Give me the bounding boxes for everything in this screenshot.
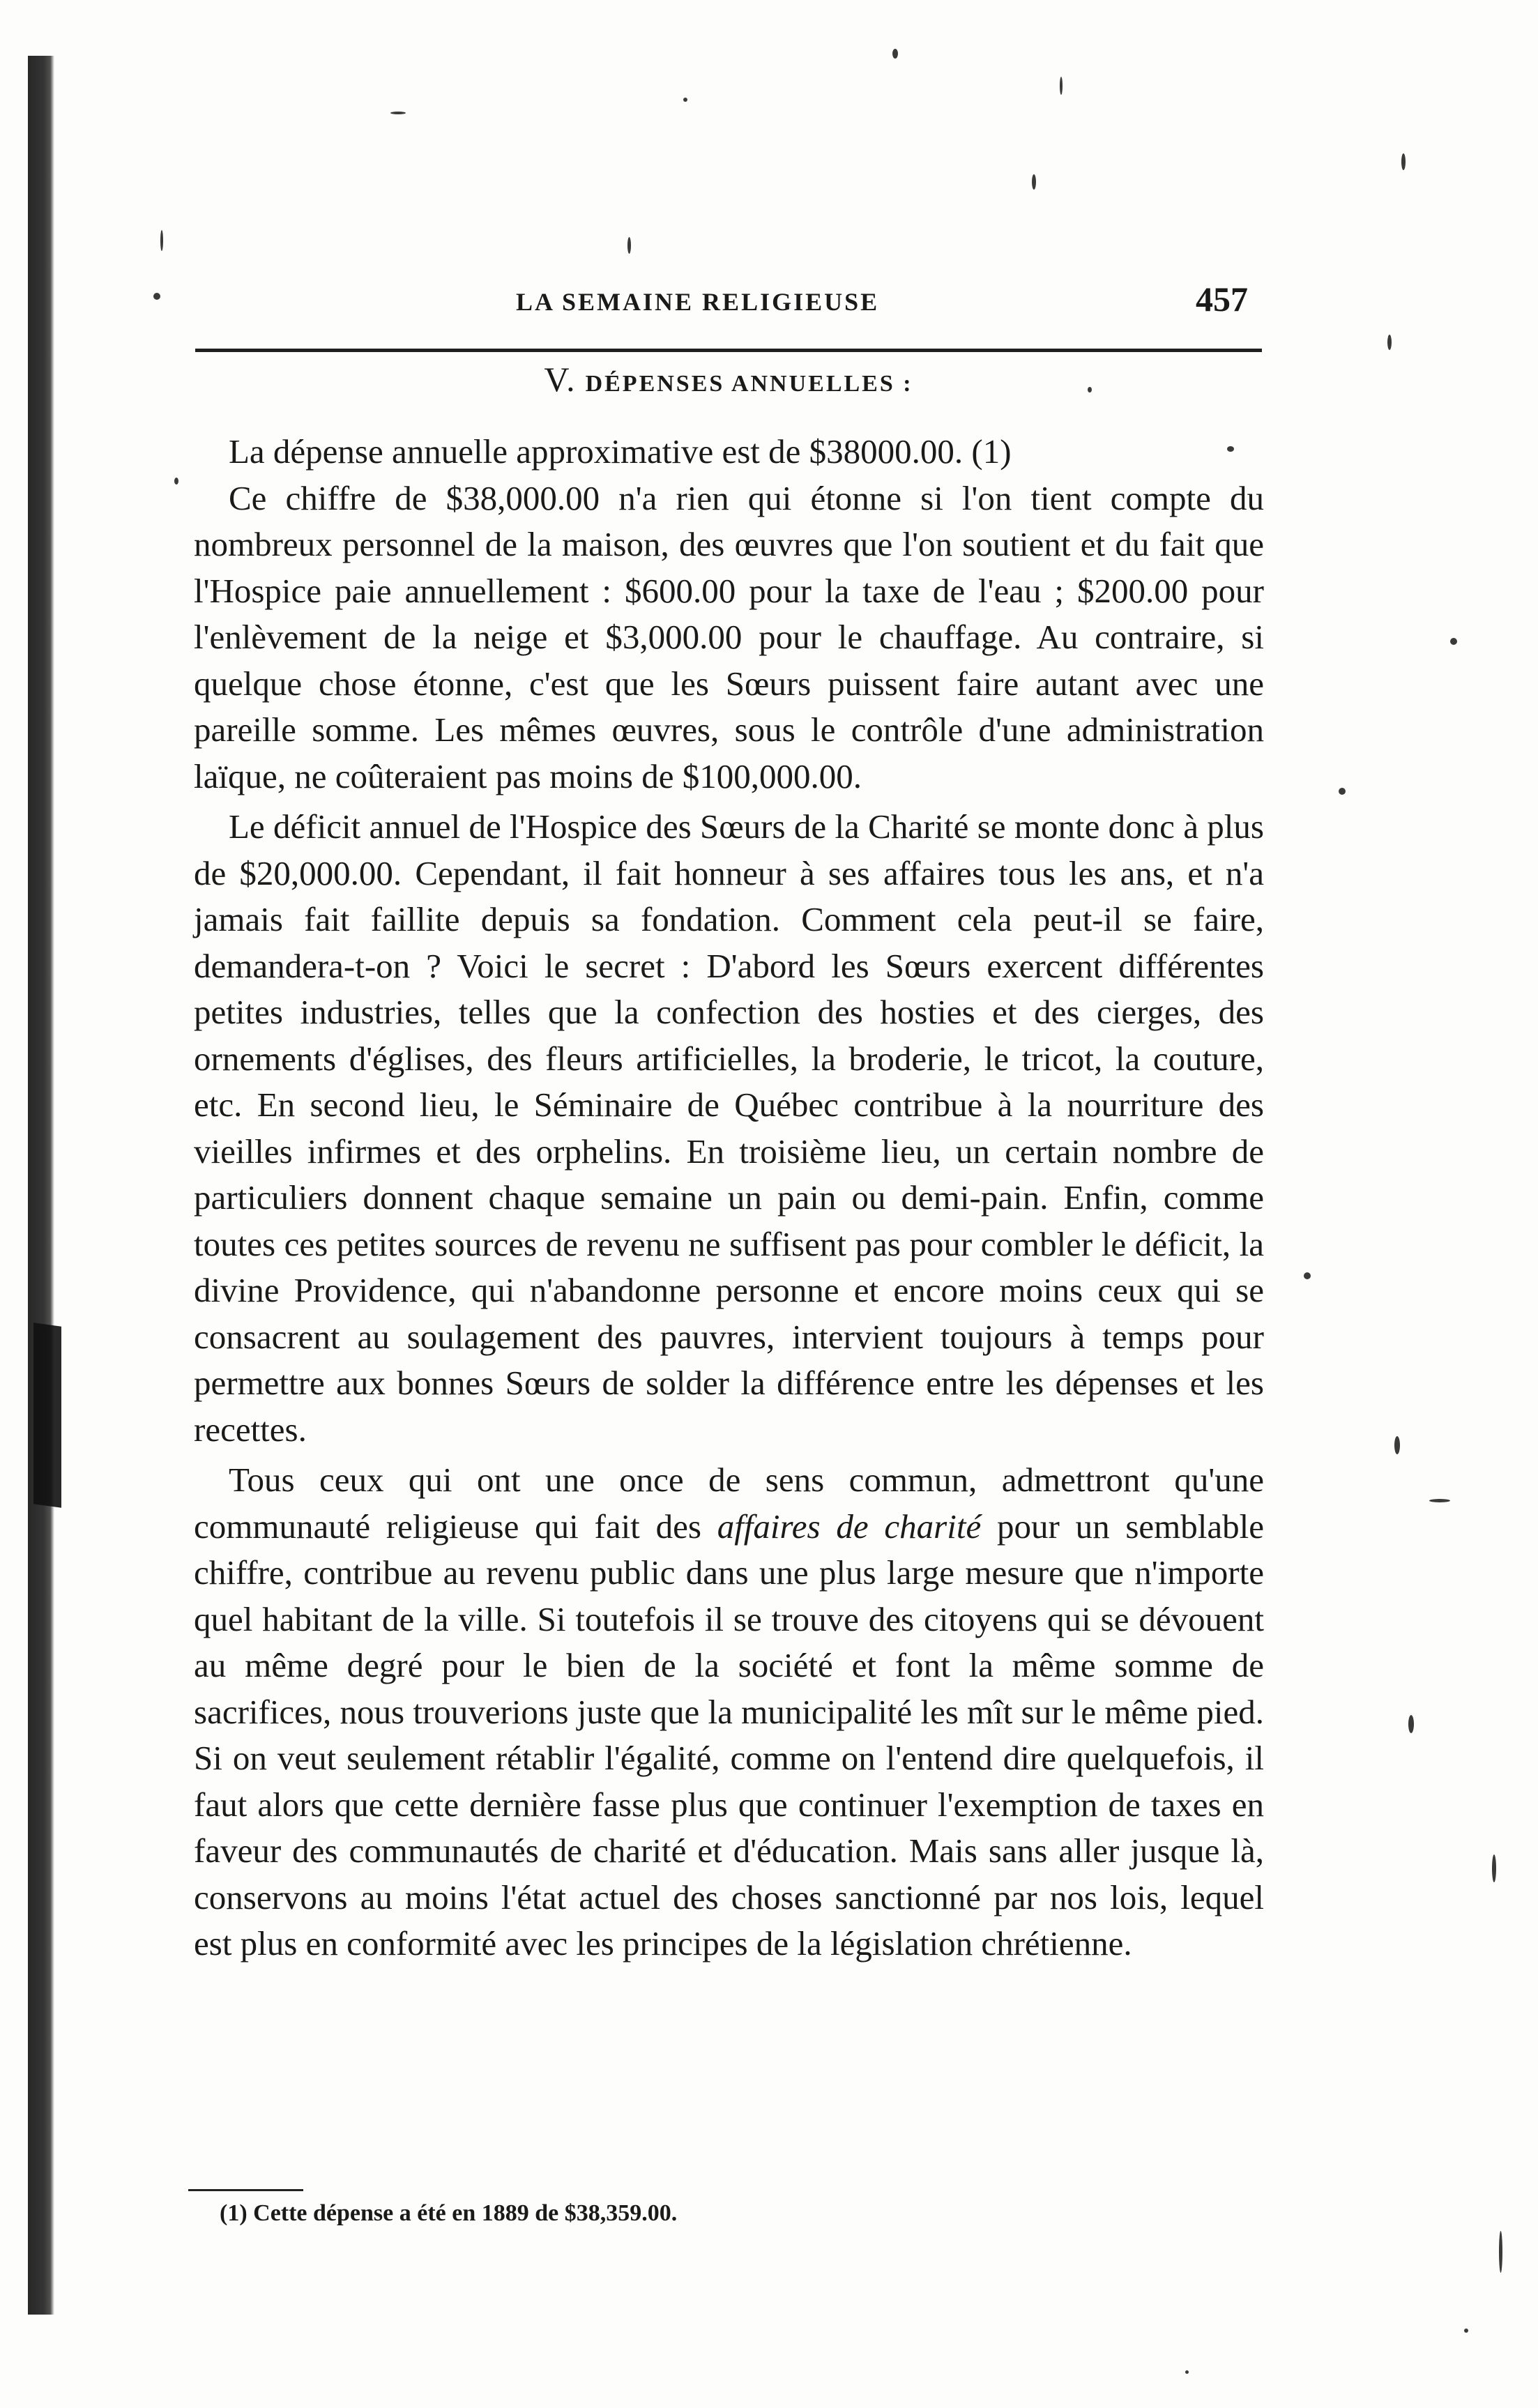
page-number: 457 bbox=[1196, 280, 1248, 319]
article-body bbox=[194, 429, 1264, 1967]
scan-speck bbox=[1429, 1499, 1450, 1502]
scan-speck bbox=[892, 49, 898, 59]
paragraph-common-sense bbox=[194, 1457, 1264, 1967]
scan-speck bbox=[1401, 153, 1406, 170]
scan-speck bbox=[174, 478, 178, 485]
section-number: V. bbox=[544, 360, 577, 399]
binding-shadow bbox=[28, 56, 54, 2315]
scan-speck bbox=[1408, 1715, 1414, 1733]
running-head-title: LA SEMAINE RELIGIEUSE bbox=[516, 288, 880, 316]
footnote: (1) Cette dépense a été en 1889 de $38,359.00. bbox=[220, 2200, 678, 2226]
scan-speck bbox=[1492, 1854, 1496, 1882]
footnote-rule bbox=[188, 2189, 303, 2191]
running-header bbox=[195, 279, 1262, 342]
paragraph-deficit: Le déficit annuel de l'Hospice des Sœurs de la Charité se monte donc à plus de $20,000.00. Cependant, il fait honneur à ses affaires tous les ans, et n'a jamais fait faillite depuis sa fondation. Comment cela peut-il se faire, demandera-t-on ? Voici le secret : D'abord les Sœurs exercent différentes petites industries, telles que la confection des hosties et des cierges, des ornements d'églises, des fleurs artificielles, la broderie, le tricot, la couture, etc. En second lieu, le Séminaire de Québec contribue à la nourriture des vieilles infirmes et des orphelins. En troisième lieu, un certain nombre de particuliers donnent chaque semaine un pain ou demi-pain. Enfin, comme toutes ces petites sources de revenu ne suffisent pas pour combler le déficit, la divine Providence, qui n'abandonne personne et encore moins ceux qui se consacrent au soulagement des pauvres, intervient toujours à temps pour permettre aux bonnes Sœurs de solder la différence entre les dépenses et les recettes. bbox=[194, 807, 1264, 1449]
scan-speck bbox=[153, 293, 160, 300]
scan-speck bbox=[1499, 2231, 1502, 2273]
paragraph-common-sense-end: pour un semblable chiffre, contribue au revenu public dans une plus large mesure que n'importe quel habitant de la ville. Si toutefois il se trouve des citoyens qui se dévouent au même degré pour le bien de la société et font la même somme de sacrifices, nous trouverions juste que la municipalité les mît sur le même pied. Si on veut seulement rétablir l'égalité, comme on l'entend dire quelquefois, il faut alors que cette dernière fasse plus que continuer l'exemption de taxes en faveur des communautés de charité et d'éducation. Mais sans aller jusque là, conservons au moins l'état actuel des choses sanctionné par nos lois, lequel est plus en conformité avec les principes de la législation chrétienne. bbox=[194, 1507, 1265, 1963]
scan-speck bbox=[1304, 1272, 1311, 1279]
scan-speck bbox=[1464, 2329, 1468, 2333]
section-title: DÉPENSES ANNUELLES : bbox=[585, 371, 913, 397]
scan-speck bbox=[1339, 788, 1346, 795]
scan-speck bbox=[627, 237, 631, 254]
paragraph-annual-expense: La dépense annuelle approximative est de $38000.00. (1) bbox=[229, 432, 1012, 471]
paragraph-expense-explanation: Ce chiffre de $38,000.00 n'a rien qui étonne si l'on tient compte du nombreux personnel de la maison, des œuvres que l'on soutient et du fait que l'Hospice paie annuellement : $600.00 pour la taxe de l'eau ; $200.00 pour l'enlèvement de la neige et $3,000.00 pour le chauffage. Au contraire, si quelque chose étonne, c'est que les Sœurs puissent faire autant avec une pareille somme. Les mêmes œuvres, sous le contrôle d'une administration laïque, ne coûteraient pas moins de $100,000.00. bbox=[194, 478, 1264, 795]
scan-speck bbox=[160, 230, 163, 251]
scan-speck bbox=[1394, 1436, 1400, 1454]
italic-phrase: affaires de charité bbox=[717, 1507, 982, 1546]
scan-speck bbox=[1060, 77, 1063, 95]
scan-speck bbox=[683, 98, 687, 102]
scan-speck bbox=[390, 112, 406, 114]
paragraph-common-sense-start: Tous ceux qui ont une once de sens commun, admettront qu'une communauté religieuse qui fait des bbox=[194, 1461, 1264, 1546]
scan-speck bbox=[1032, 174, 1036, 190]
section-heading bbox=[195, 359, 1262, 399]
scan-speck bbox=[1387, 335, 1392, 350]
scan-speck bbox=[1450, 638, 1457, 645]
binding-shadow-lower bbox=[33, 1323, 61, 1508]
scan-speck bbox=[1185, 2370, 1189, 2374]
header-rule bbox=[195, 349, 1262, 352]
